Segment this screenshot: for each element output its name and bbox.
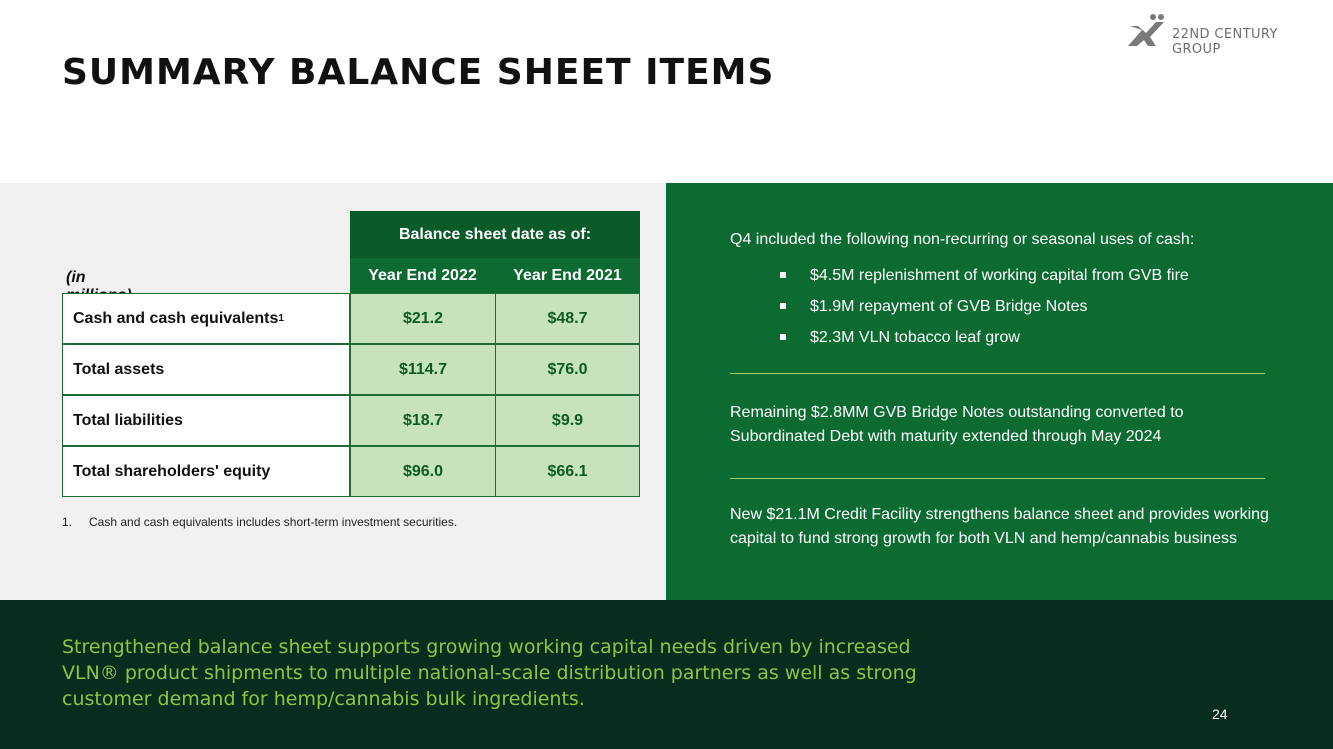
table-footnote (62, 515, 457, 529)
list-item: $2.3M VLN tobacco leaf grow (780, 322, 1189, 353)
cash-uses-list (780, 260, 1189, 353)
bullet-square-icon (780, 334, 786, 340)
value-2021: $66.1 (495, 446, 640, 497)
value-2022: $114.7 (350, 344, 496, 395)
value-2022: $21.2 (350, 293, 496, 344)
credit-facility-text: New $21.1M Credit Facility strengthens balance sheet and provides working capital to fund strong growth for both VLN and hemp/cannabis business (730, 506, 1269, 547)
divider (730, 373, 1265, 374)
row-label: Total shareholders' equity (62, 446, 350, 497)
summary-statement: Strengthened balance sheet supports growing working capital needs driven by increased VLN® product shipments to multiple national-scale distribution partners as well as strong customer demand for hemp/cannabis bulk ingredients. (62, 636, 917, 710)
value-2021: $48.7 (495, 293, 640, 344)
footnote-text: Cash and cash equivalents includes short-term investment securities. (89, 515, 458, 529)
footnote-number: 1. (62, 515, 73, 529)
logo-text: 22ND CENTURY GROUP (1172, 27, 1278, 57)
value-2022: $18.7 (350, 395, 496, 446)
page-title: SUMMARY BALANCE SHEET ITEMS (62, 52, 775, 93)
page-number: 24 (1212, 706, 1228, 722)
column-header-2021: Year End 2021 (495, 258, 640, 293)
value-2022: $96.0 (350, 446, 496, 497)
table-row (62, 446, 640, 497)
bullet-square-icon (780, 272, 786, 278)
value-2021: $76.0 (495, 344, 640, 395)
row-label: Total assets (62, 344, 350, 395)
divider (730, 478, 1265, 479)
bullet-square-icon (780, 303, 786, 309)
table-row (62, 395, 640, 446)
column-header-2022: Year End 2022 (350, 258, 495, 293)
logo-mark-icon (1126, 12, 1170, 48)
cash-uses-intro: Q4 included the following non-recurring or seasonal uses of cash: (730, 231, 1195, 248)
units-label: (in (66, 269, 86, 286)
value-2021: $9.9 (495, 395, 640, 446)
row-label: Cash and cash equivalents 1 (62, 293, 350, 344)
company-logo (1126, 12, 1316, 57)
row-label: Total liabilities (62, 395, 350, 446)
table-row (62, 344, 640, 395)
table-group-header: Balance sheet date as of: (350, 211, 640, 258)
list-item: $1.9M repayment of GVB Bridge Notes (780, 291, 1189, 322)
list-item: $4.5M replenishment of working capital from GVB fire (780, 260, 1189, 291)
bridge-notes-text: Remaining $2.8MM GVB Bridge Notes outstanding converted to Subordinated Debt with maturity extended through May 2024 (730, 404, 1184, 445)
table-row (62, 293, 640, 344)
